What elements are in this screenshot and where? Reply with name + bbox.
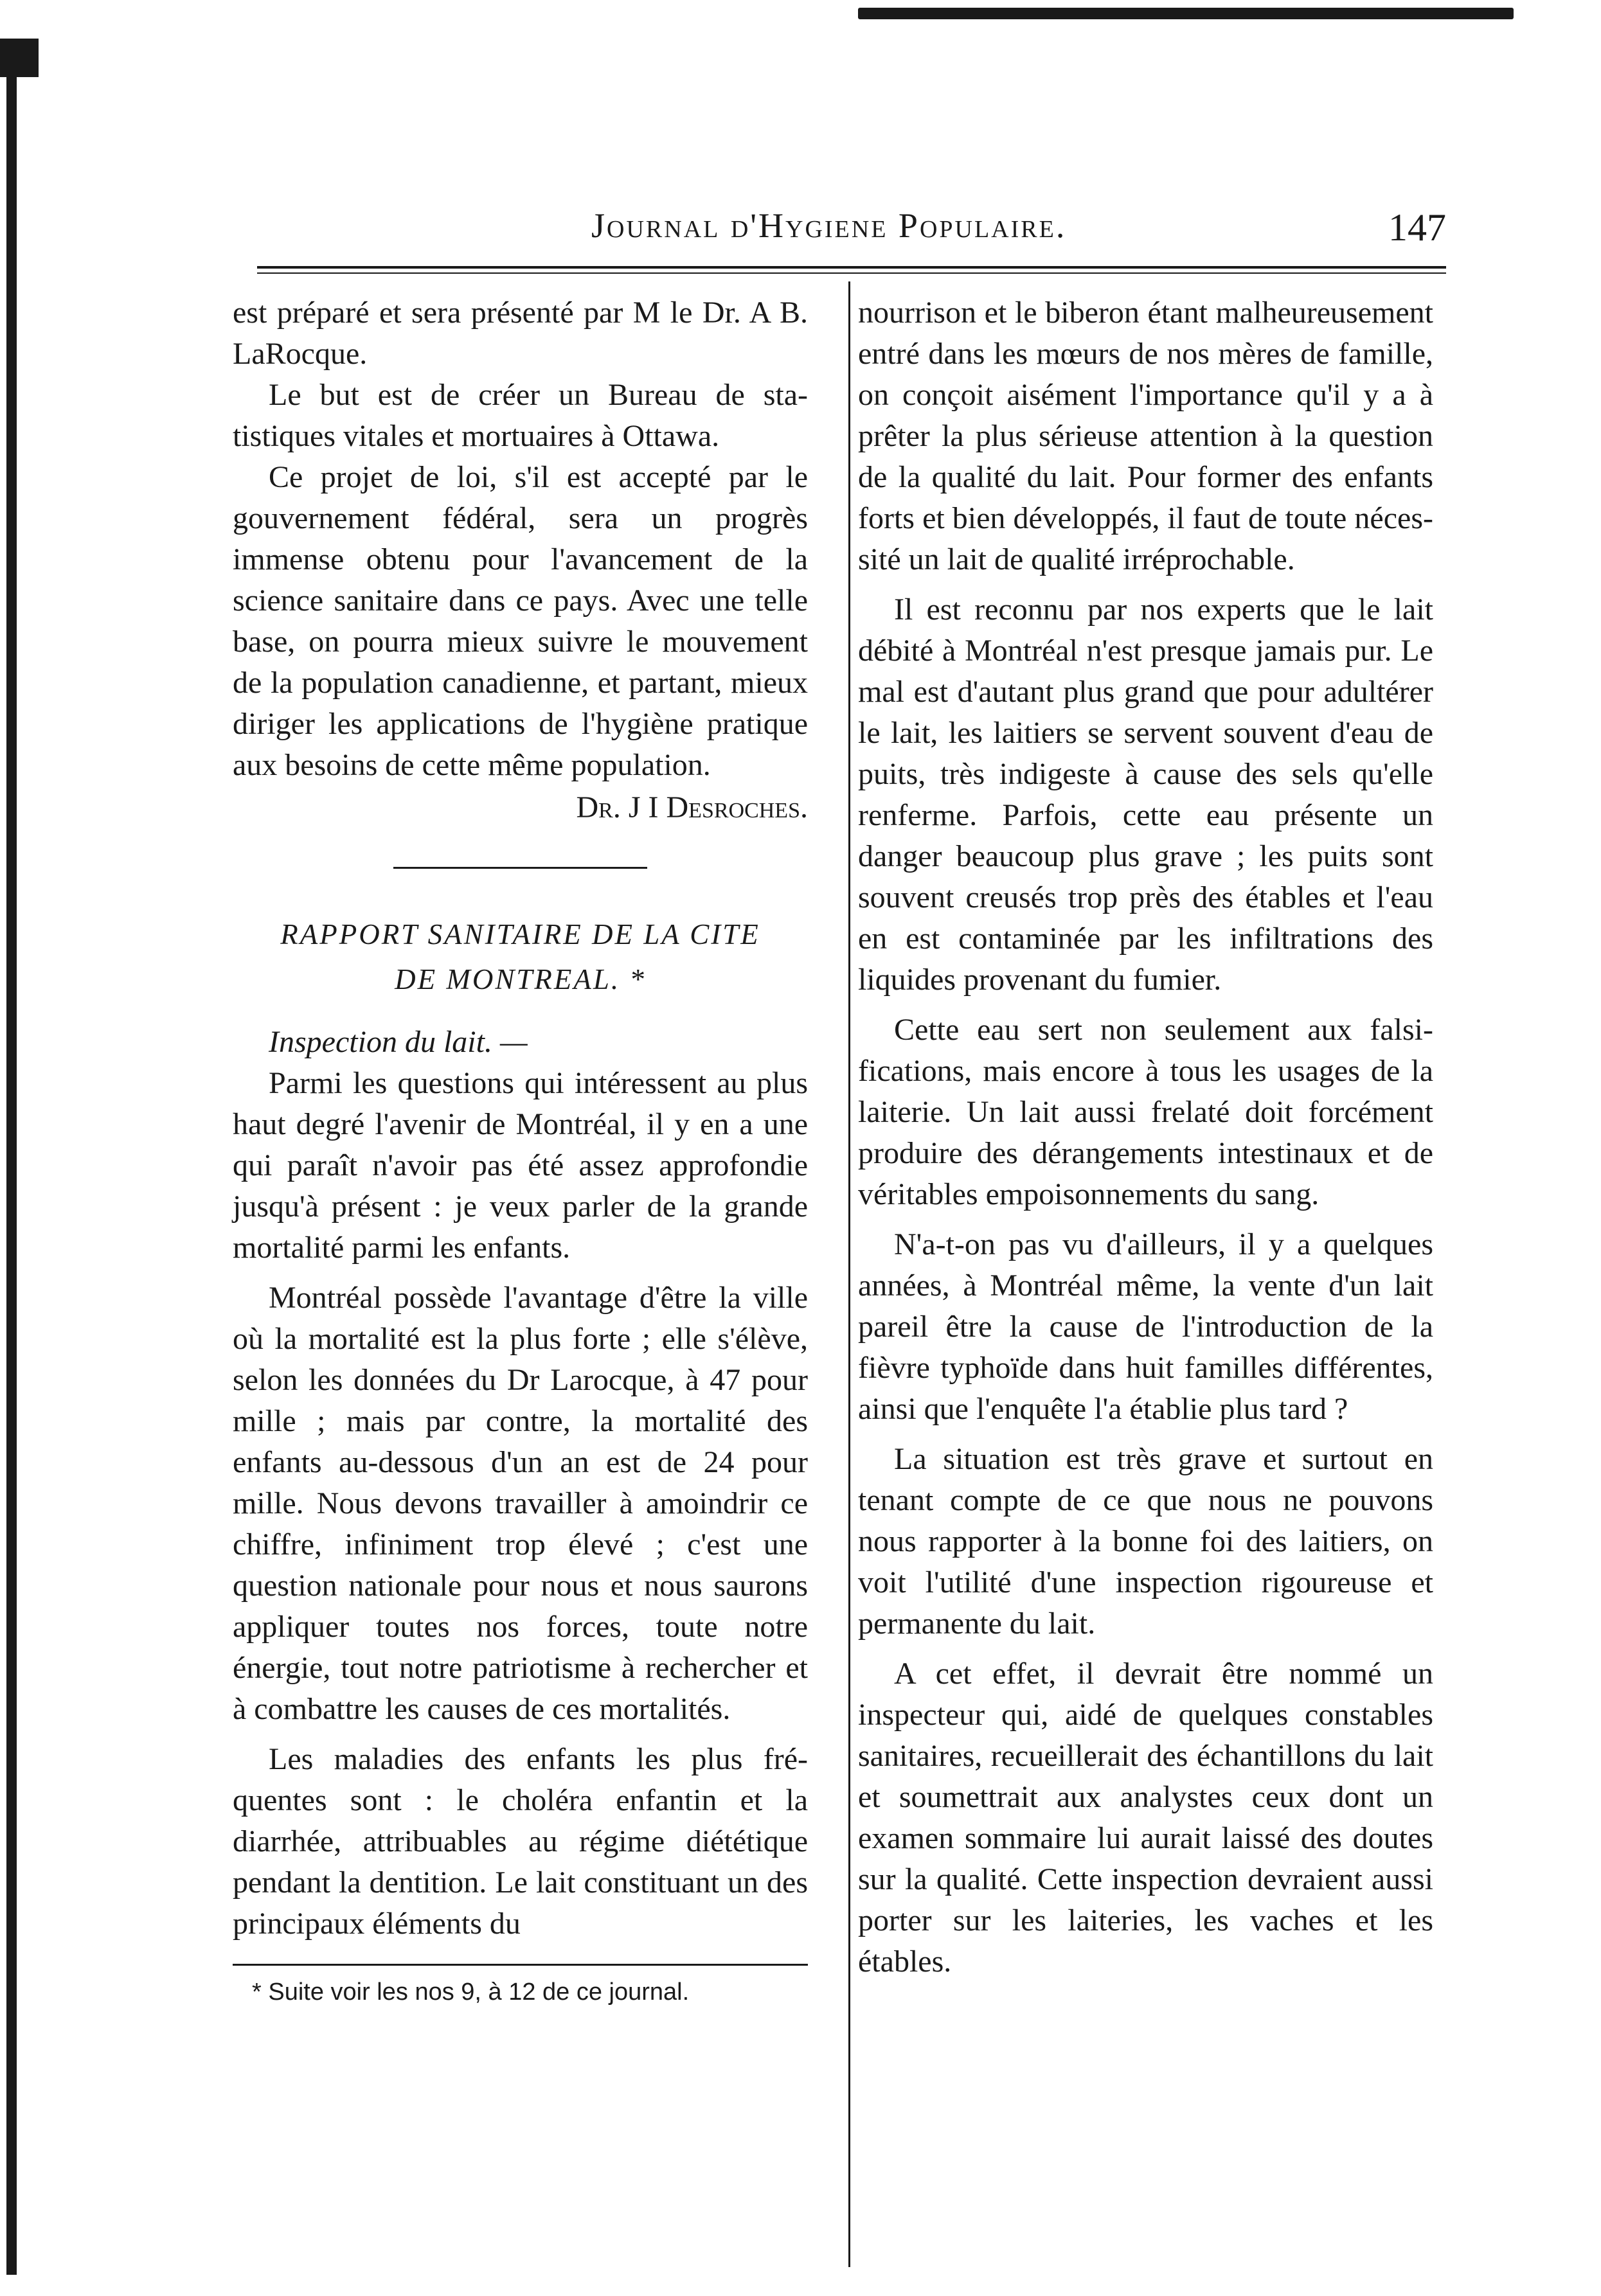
footnote-rule	[233, 1964, 808, 1966]
column-divider	[848, 281, 850, 2267]
article-title: DE MONTREAL. *	[395, 963, 646, 995]
left-column	[233, 292, 808, 2009]
paragraph: La situation est très grave et surtout en tenant compte de ce que nous ne pouvons nous rapporter à la bonne foi des laitiers, on voit l'utilité d'une inspection rigoureuse et permanente du lait.	[858, 1442, 1433, 1641]
right-column	[858, 292, 1433, 1982]
footnote: * Suite voir les nos 9, à 12 de ce journal.	[252, 1979, 690, 2006]
paragraph: Cette eau sert non seulement aux falsifications, mais encore à tous les usages de la laiterie. Un lait aussi frelaté doit forcément produire des dérangements intestinaux et de véritables empoisonnements du sang.	[858, 1013, 1433, 1211]
paragraph: Parmi les questions qui intéressent au plus haut degré l'avenir de Montréal, il y en a une qui paraît n'avoir pas été assez approfondie jusqu'à présent : je veux parler de la grande mortalité parmi les enfants.	[233, 1066, 808, 1265]
page-number: 147	[1388, 206, 1446, 249]
paragraph: Montréal possède l'avantage d'être la ville où la mortalité est la plus forte ; elle s'élève, selon les données du Dr Larocque, à 47 pour mille ; mais par contre, la mortalité des enfants au-dessous d'un an est de 24 pour mille. Nous devons travailler à amoindrir ce chiffre, infiniment trop élevé ; c'est une question nationale pour nous et nous saurons appliquer toutes nos forces, toute notre énergie, tout notre patriotisme à rechercher et à combattre les causes de ces mortalités.	[233, 1281, 808, 1726]
section-divider	[393, 867, 647, 869]
author-signature: Dr. J I Desroches.	[576, 790, 808, 824]
top-scan-rule	[858, 8, 1514, 19]
paragraph: N'a-t-on pas vu d'ailleurs, il y a quelques années, à Montréal même, la vente d'un lait pareil être la cause de l'introduction de la fièvre typhoïde dans huit familles différentes, ainsi que l'enquête l'a établie plus tard ?	[858, 1227, 1433, 1426]
running-title: Journal d'Hygiene Populaire.	[591, 206, 1067, 245]
paragraph: A cet effet, il devrait être nommé un inspecteur qui, aidé de quelques constables sanitaires, recueillerait des échantillons du lait et soumettrait aux analystes ceux dont un examen sommaire lui aurait laissé des doutes sur la qualité. Cette inspection devraient aussi porter sur les laiteries, les vaches et les étables.	[858, 1657, 1433, 1979]
header-rule-bottom	[257, 272, 1446, 274]
paragraph: Les maladies des enfants les plus fréquentes sont : le choléra enfantin et la diarrhée, attribuables au régime diététique pendant la dentition. Le lait constituant un des principaux éléments du	[233, 1742, 808, 1941]
binding-edge-shadow	[0, 39, 39, 2275]
paragraph: est préparé et sera présenté par M le Dr. A B. LaRocque.	[233, 296, 808, 371]
paragraph: Le but est de créer un Bureau de statistiques vitales et mortuaires à Ottawa.	[233, 378, 808, 453]
header-rule-top	[257, 266, 1446, 269]
article-title: RAPPORT SANITAIRE DE LA CITE	[280, 918, 760, 950]
paragraph: nourrison et le biberon étant malheureusement entré dans les mœurs de nos mères de famille, on conçoit aisément l'importance qu'il y a à prêter la plus sérieuse attention à la question de la qualité du lait. Pour former des enfants forts et bien développés, il faut de toute nécessité un lait de qualité irréprochable.	[858, 296, 1433, 576]
running-header	[244, 206, 1446, 257]
paragraph: Il est reconnu par nos experts que le lait débité à Montréal n'est presque jamais pur. Le mal est d'autant plus grand que pour adultérer le lait, les laitiers se servent souvent d'eau de puits, très indigeste à cause des sels qu'elle renferme. Parfois, cette eau présente un danger beaucoup plus grave ; les puits sont souvent creusés trop près des étables et l'eau en est contaminée par les infiltrations des liquides provenant du fumier.	[858, 592, 1433, 997]
paragraph: Ce projet de loi, s'il est accepté par le gouvernement fédéral, sera un progrès immense obtenu pour l'avancement de la science sanitaire dans ce pays. Avec une telle base, on pourra mieux suivre le mouvement de la population canadienne, et partant, mieux diriger les applications de l'hygiène pratique aux besoins de cette même population.	[233, 460, 808, 782]
subheading: Inspection du lait. —	[269, 1025, 528, 1059]
